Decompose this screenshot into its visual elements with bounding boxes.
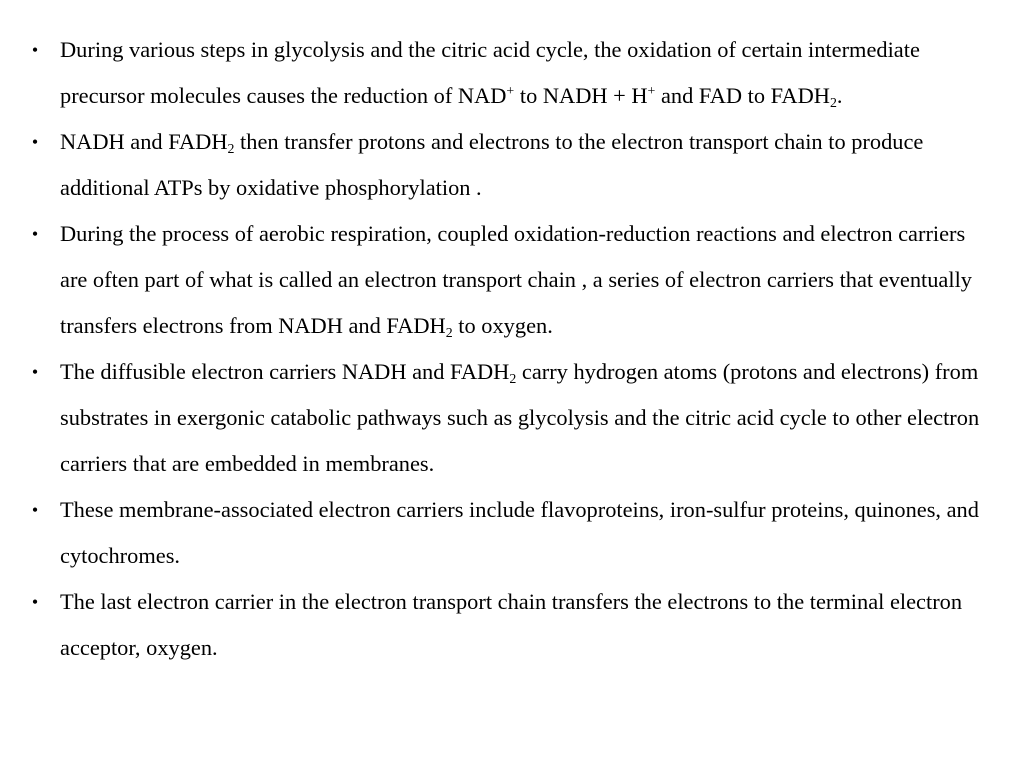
bullet-2-text-b: then transfer protons and electrons to the electron transport chain to produce additional ATPs by oxidative phosphorylation . bbox=[60, 129, 924, 200]
bullet-4-text-b: carry hydrogen atoms (protons and electrons) from substrates in exergonic catabolic pathways such as glycolysis and the citric acid cycle to other electron carriers that are embedded in membranes. bbox=[60, 359, 980, 476]
bullet-6-text-a: The last electron carrier in the electron transport chain transfers the electrons to the terminal electron acceptor, oxygen. bbox=[60, 589, 963, 660]
bullet-dot-icon: • bbox=[31, 500, 39, 520]
bullet-dot-icon: • bbox=[31, 132, 39, 152]
bullet-dot-icon: • bbox=[31, 40, 39, 60]
bullet-1-text-a: During various steps in glycolysis and the citric acid cycle, the oxidation of certain intermediate precursor molecules causes the reduction of NAD bbox=[60, 37, 920, 108]
bullet-list bbox=[28, 27, 984, 671]
bullet-dot-icon: • bbox=[31, 224, 39, 244]
bullet-item-3 bbox=[28, 211, 984, 349]
bullet-2-text-a: NADH and FADH bbox=[60, 129, 228, 154]
bullet-dot-icon: • bbox=[31, 362, 39, 382]
bullet-4-sub-a: 2 bbox=[509, 372, 517, 388]
bullet-1-text-d: . bbox=[836, 83, 843, 108]
bullet-1-text-b: to NADH + H bbox=[514, 83, 648, 108]
bullet-3-sub-a: 2 bbox=[445, 326, 453, 342]
bullet-1-sup-a: + bbox=[506, 84, 515, 100]
bullet-4-text-a: The diffusible electron carriers NADH and FADH bbox=[60, 359, 510, 384]
bullet-1-text-c: and FAD to FADH bbox=[655, 83, 830, 108]
bullet-item-6 bbox=[28, 579, 984, 671]
bullet-5-text-a: These membrane-associated electron carriers include flavoproteins, iron-sulfur proteins, quinones, and cytochromes. bbox=[60, 497, 979, 568]
bullet-3-text-a: During the process of aerobic respiration, coupled oxidation-reduction reactions and electron carriers are often part of what is called an electron transport chain , a series of electron carriers that eventually transfers electrons from NADH and FADH bbox=[60, 221, 973, 338]
bullet-item-5 bbox=[28, 487, 984, 579]
bullet-item-1 bbox=[28, 27, 984, 119]
bullet-1-sub-a: 2 bbox=[829, 96, 837, 112]
bullet-dot-icon: • bbox=[31, 592, 39, 612]
bullet-item-2 bbox=[28, 119, 984, 211]
bullet-1-sup-b: + bbox=[647, 84, 656, 100]
bullet-3-text-b: to oxygen. bbox=[452, 313, 553, 338]
bullet-item-4 bbox=[28, 349, 984, 487]
bullet-2-sub-a: 2 bbox=[227, 142, 235, 158]
